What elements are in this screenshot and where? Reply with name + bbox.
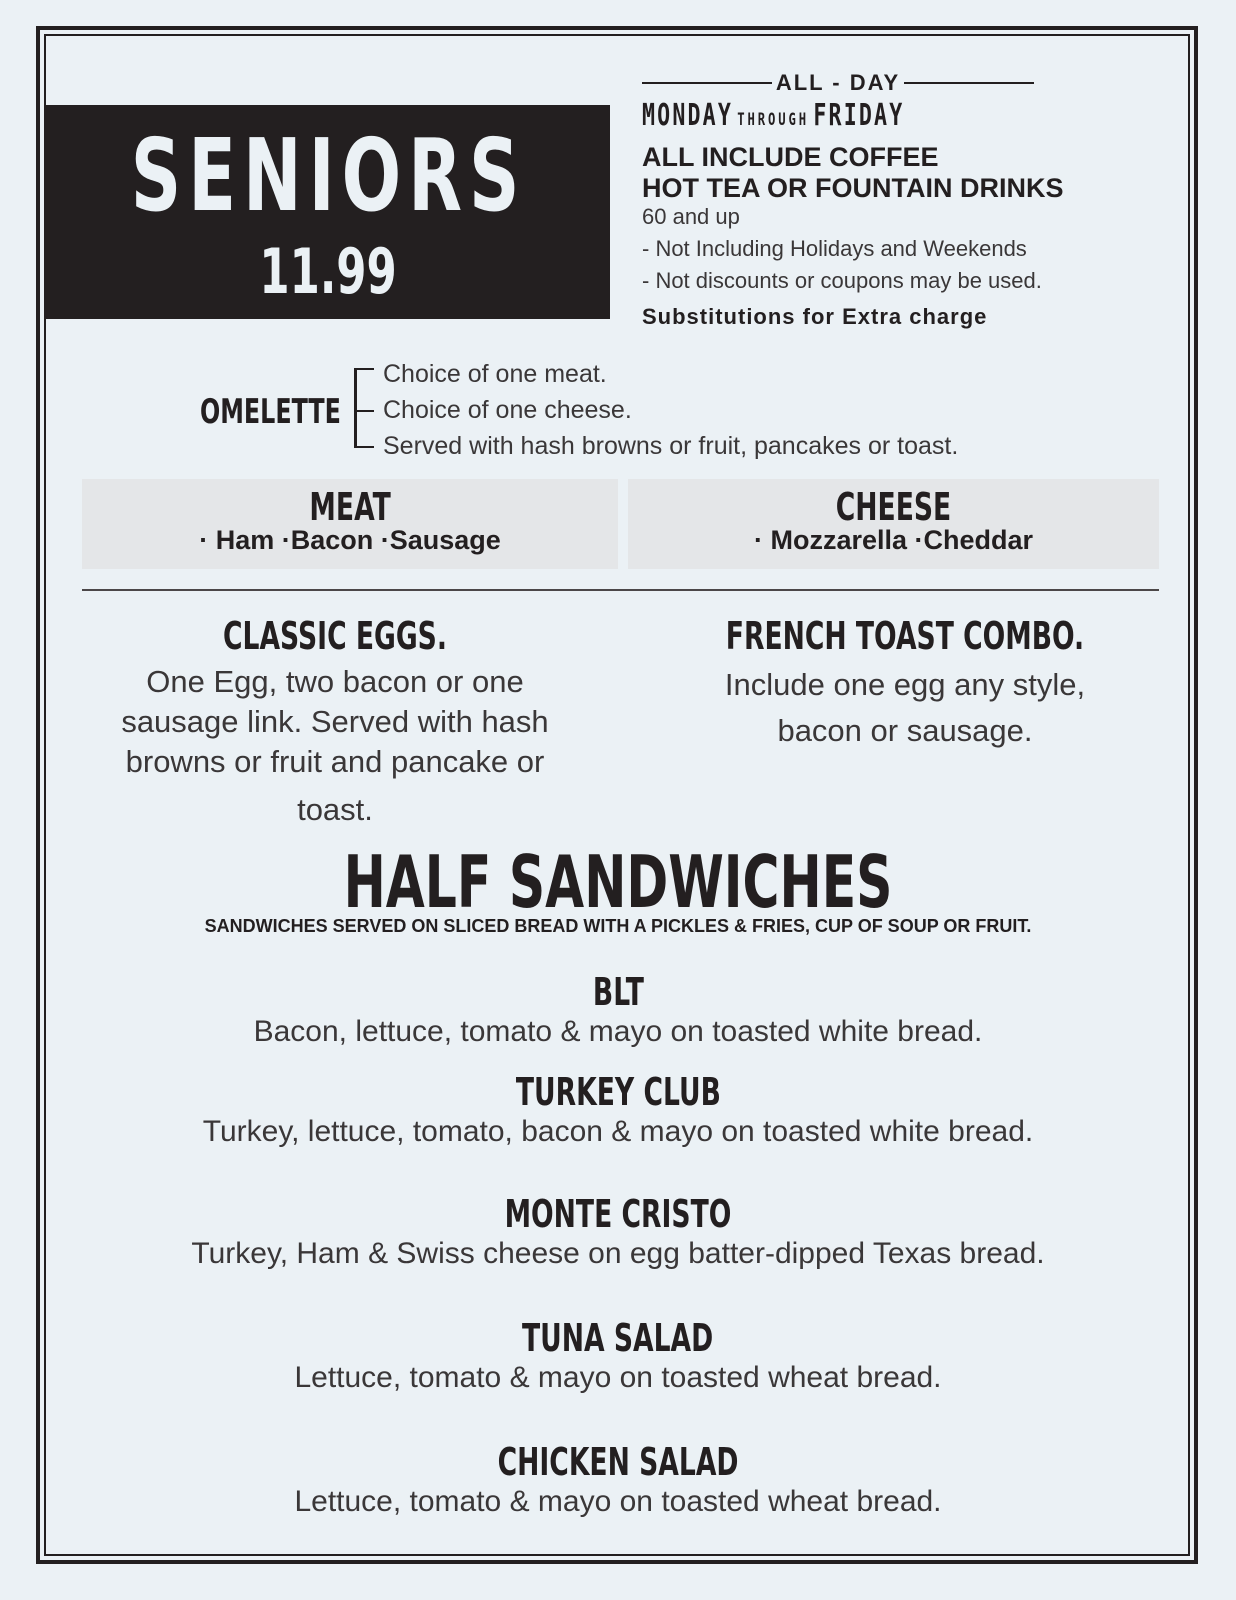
includes-line-2: HOT TEA OR FOUNTAIN DRINKS xyxy=(642,173,1064,203)
bracket xyxy=(354,368,374,448)
days-start: MONDAY xyxy=(642,98,733,133)
item-description: Lettuce, tomato & mayo on toasted wheat bread. xyxy=(294,1485,942,1518)
meat-options-box xyxy=(82,479,618,569)
desc-line: bacon or sausage. xyxy=(777,713,1033,748)
item-description: Turkey, Ham & Swiss cheese on egg batter-dipped Texas bread. xyxy=(191,1237,1045,1270)
item-name: CHICKEN SALAD xyxy=(497,1440,739,1484)
all-day-label: ALL - DAY xyxy=(775,70,901,95)
classic-eggs-section xyxy=(80,614,590,830)
omelette-line: Choice of one meat. xyxy=(383,360,607,388)
cheese-items: · Mozzarella ·Cheddar xyxy=(753,525,1034,555)
desc-line: Include one egg any style, xyxy=(724,667,1086,702)
item-description: Lettuce, tomato & mayo on toasted wheat bread. xyxy=(294,1361,942,1394)
french-toast-title: FRENCH TOAST COMBO. xyxy=(725,614,1085,658)
meat-title: MEAT xyxy=(309,485,391,529)
item-name: MONTE CRISTO xyxy=(504,1192,732,1236)
desc-line: One Egg, two bacon or one xyxy=(146,664,524,699)
cheese-options-box xyxy=(628,479,1159,569)
half-sandwiches-heading xyxy=(60,840,1176,924)
item-name: TUNA SALAD xyxy=(522,1316,714,1360)
bracket-middle xyxy=(354,410,374,412)
menu-item xyxy=(60,970,1176,1050)
item-name: BLT xyxy=(592,970,644,1014)
seniors-banner xyxy=(46,105,610,319)
desc-line: toast. xyxy=(297,792,373,827)
menu-item xyxy=(60,1192,1176,1272)
desc-line: browns or fruit and pancake or xyxy=(125,744,545,779)
menu-item xyxy=(60,1316,1176,1396)
sandwiches-note-row xyxy=(60,916,1176,937)
seniors-price: 11.99 xyxy=(259,235,397,308)
divider xyxy=(642,82,772,84)
restriction-note-2: - Not discounts or coupons may be used. xyxy=(642,268,1042,293)
desc-line: sausage link. Served with hash xyxy=(121,704,549,739)
french-toast-desc xyxy=(640,662,1170,754)
page-title: SENIORS xyxy=(130,117,527,234)
all-day-heading xyxy=(642,70,1034,96)
days-heading xyxy=(642,98,904,133)
half-sandwiches-title: HALF SANDWICHES xyxy=(343,840,893,924)
includes-line-1: ALL INCLUDE COFFEE xyxy=(642,142,939,172)
menu-item xyxy=(60,1440,1176,1520)
omelette-line: Served with hash browns or fruit, pancakes or toast. xyxy=(383,432,959,460)
sandwiches-note: SANDWICHES SERVED ON SLICED BREAD WITH A PICKLES & FRIES, CUP OF SOUP OR FRUIT. xyxy=(204,916,1032,936)
item-description: Bacon, lettuce, tomato & mayo on toasted white bread. xyxy=(253,1015,983,1048)
cheese-title: CHEESE xyxy=(835,485,952,529)
item-name: TURKEY CLUB xyxy=(515,1070,721,1114)
days-mid: THROUGH xyxy=(737,110,810,130)
menu-item xyxy=(60,1070,1176,1150)
item-description: Turkey, lettuce, tomato, bacon & mayo on toasted white bread. xyxy=(202,1115,1034,1148)
meat-items: · Ham ·Bacon ·Sausage xyxy=(199,525,501,555)
classic-eggs-title: CLASSIC EGGS. xyxy=(223,614,447,658)
french-toast-section xyxy=(640,614,1170,754)
restriction-note-1: - Not Including Holidays and Weekends xyxy=(642,236,1027,261)
days-end: FRIDAY xyxy=(813,98,905,133)
divider xyxy=(904,82,1034,84)
omelette-title: OMELETTE xyxy=(200,392,341,432)
age-requirement: 60 and up xyxy=(642,204,740,229)
section-divider xyxy=(82,589,1159,591)
substitutions-note: Substitutions for Extra charge xyxy=(642,304,988,329)
omelette-line: Choice of one cheese. xyxy=(383,396,632,424)
includes-text xyxy=(642,142,1063,204)
classic-eggs-desc xyxy=(80,662,590,830)
